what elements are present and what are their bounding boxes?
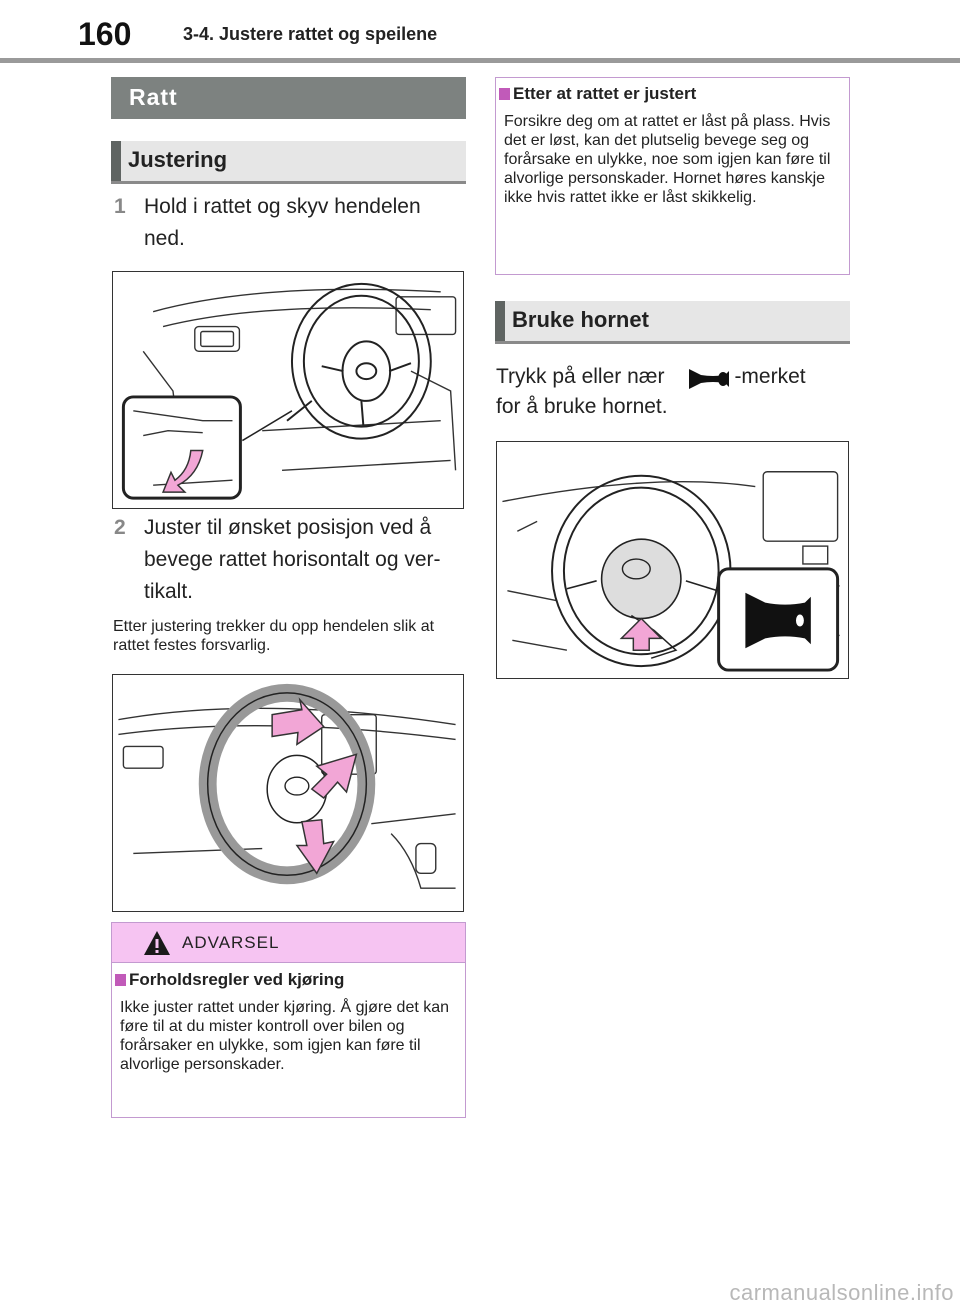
- page-number: 160: [78, 16, 132, 52]
- horn-instruction-line1: Trykk på eller nær -merket: [496, 365, 806, 388]
- section-title: 3-4. Justere rattet og speilene: [183, 24, 438, 44]
- info-text: Forsikre deg om at rattet er låst på plass. Hvis det er løst, kan det plutselig bevege seg og forårsake en ulykke, noe som igjen kan føre til alvorlige personskader. Hornet høres kanskje ikke hvis rattet ikke er låst skikkelig.: [504, 113, 831, 206]
- subheading-label: Bruke hornet: [512, 307, 649, 332]
- horn-instruction-line2: for å bruke hornet.: [496, 395, 668, 418]
- figure-steering-adjust: [112, 674, 464, 912]
- warning-header: [112, 923, 465, 963]
- warning-text: Ikke juster rattet under kjøring. Å gjøre det kan føre til at du mister kontroll over bilen og forårsaker en ulykke, som igjen kan føre til alvorlige personskader.: [120, 999, 450, 1073]
- step-number: 2: [114, 516, 126, 539]
- subheading-bruke-hornet: [495, 301, 850, 344]
- bullet-square-icon: [115, 974, 126, 986]
- warning-triangle-icon: [142, 928, 172, 958]
- horn-location-illustration: [497, 442, 848, 678]
- subheading-justering: [111, 141, 466, 184]
- bullet-square-icon: [499, 88, 510, 100]
- warning-box: [111, 922, 466, 1118]
- info-box-after-adjust: [495, 77, 850, 275]
- figure-steering-lever: [112, 271, 464, 509]
- horn-icon: [683, 361, 735, 393]
- adjustment-note: Etter justering trekker du opp hendelen slik at rattet festes forsvarlig.: [113, 618, 435, 654]
- step-1: [114, 191, 459, 255]
- step-number: 1: [114, 195, 126, 218]
- header-rule: [0, 58, 960, 63]
- step-text: Juster til ønsket posisjon ved å bevege rattet horisontalt og ver-tikalt.: [144, 516, 441, 603]
- section-heading-ratt: [111, 77, 466, 119]
- warning-label: ADVARSEL: [182, 933, 280, 952]
- steering-adjust-illustration: [113, 675, 463, 911]
- info-title: Etter at rattet er justert: [499, 84, 696, 104]
- step-text: Hold i rattet og skyv hendelen ned.: [144, 195, 421, 250]
- subheading-label: Justering: [128, 147, 228, 172]
- figure-horn-location: [496, 441, 849, 679]
- warning-title: Forholdsregler ved kjøring: [115, 970, 344, 990]
- section-heading-label: Ratt: [129, 84, 178, 110]
- watermark: carmanualsonline.info: [729, 1280, 954, 1305]
- step-2: [114, 512, 459, 608]
- steering-lever-illustration: [113, 272, 463, 508]
